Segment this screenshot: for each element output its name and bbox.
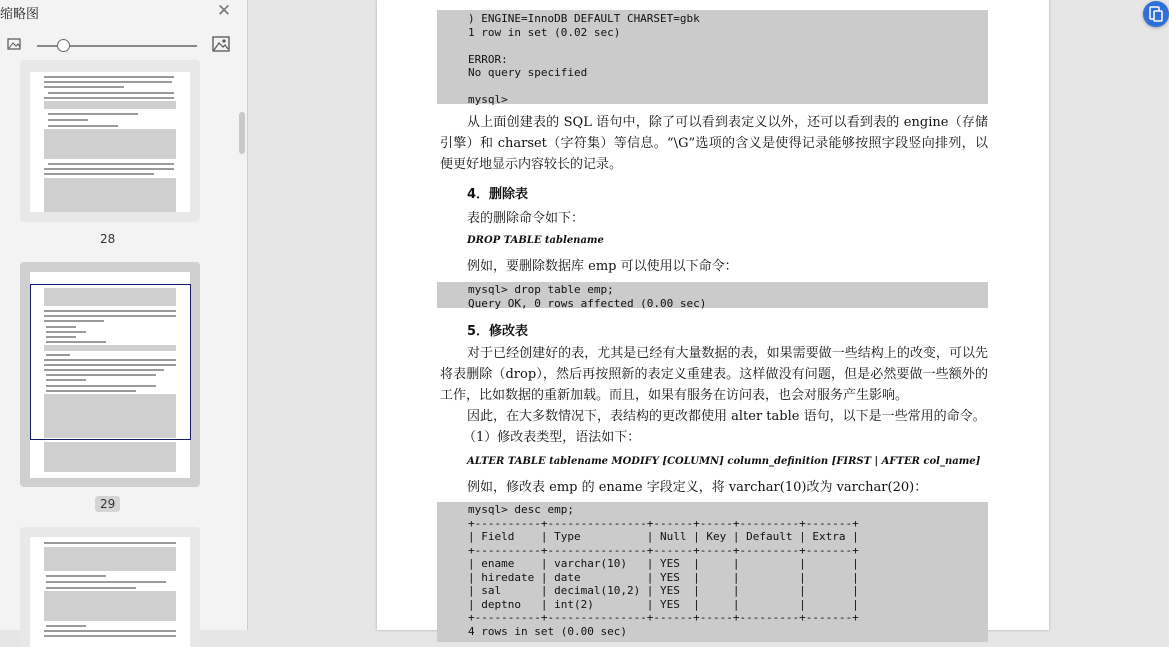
paragraph: （1）修改表类型，语法如下： bbox=[463, 430, 641, 445]
large-image-icon[interactable] bbox=[212, 36, 230, 52]
code-block-drop-table: mysql> drop table emp; Query OK, 0 rows affected (0.00 sec) bbox=[437, 282, 988, 308]
paragraph: 因此，在大多数情况下，表结构的更改都使用 alter table 语句，以下是一些常用的命令。 bbox=[467, 409, 986, 424]
syntax-alter-table-modify: ALTER TABLE tablename MODIFY [COLUMN] column_definition [FIRST | AFTER col_name] bbox=[467, 456, 981, 467]
paragraph: 对于已经创建好的表，尤其是已经有大量数据的表，如果需要做一些结构上的改变，可以先将表删除（drop），然后再按照新的表定义重建表。这样做没有问题，但是必然要做一些额外的工作，比如数据的重新加载。而且，如果有服务在访问表，也会对服务产生影响。 bbox=[440, 346, 988, 403]
thumbnail-zoom-toolbar bbox=[0, 34, 248, 58]
floating-action-button[interactable] bbox=[1143, 1, 1169, 27]
document-tool-icon bbox=[1143, 1, 1169, 27]
zoom-slider-thumb[interactable] bbox=[57, 39, 70, 52]
thumbnail-page-number: 29 bbox=[95, 496, 120, 512]
small-image-icon[interactable] bbox=[7, 37, 21, 51]
paragraph: 从上面创建表的 SQL 语句中，除了可以看到表定义以外，还可以看到表的 engine（存储引擎）和 charset（字符集）等信息。“\G”选项的含义是使得记录能够按照字段竖向排列，以便更好地显示内容较长的记录。 bbox=[440, 115, 988, 172]
code-block-show-create: ) ENGINE=InnoDB DEFAULT CHARSET=gbk 1 row in set (0.02 sec) ERROR: No query specified mysql> bbox=[437, 10, 988, 104]
sidebar-title: 缩略图 bbox=[0, 7, 40, 22]
thumbnail-card-28[interactable] bbox=[20, 60, 200, 246]
section-heading-alter-table: 5．修改表 bbox=[467, 324, 529, 339]
thumbnail-sidebar bbox=[0, 0, 248, 630]
syntax-drop-table: DROP TABLE tablename bbox=[467, 235, 604, 246]
document-view[interactable] bbox=[249, 0, 1166, 638]
paragraph: 例如，要删除数据库 emp 可以使用以下命令： bbox=[467, 259, 738, 274]
thumbnail-card-30[interactable] bbox=[20, 527, 200, 647]
thumbnail-page-30 bbox=[30, 537, 190, 647]
paragraph: 例如，修改表 emp 的 ename 字段定义，将 varchar(10)改为 varchar(20)： bbox=[467, 480, 928, 495]
close-icon[interactable]: ✕ bbox=[216, 1, 232, 21]
document-page bbox=[377, 0, 1049, 638]
thumbnail-page-number: 28 bbox=[100, 232, 116, 246]
sidebar-scrollbar[interactable] bbox=[239, 112, 245, 154]
thumbnail-card-29[interactable] bbox=[20, 262, 200, 511]
viewport-indicator[interactable] bbox=[30, 284, 191, 440]
thumbnail-page-28 bbox=[30, 72, 190, 212]
code-block-desc-emp: mysql> desc emp; +----------+---------------+------+-----+---------+-------+ | Field | Type | Null | Key | Default | Extra | +----------+---------------+------+-----+---------+-------+ | ename | varchar(10) | YES | | | | | hiredate | date | YES | | | | | sal | decimal(10,2) | YES | | | | | deptno | int(2) | YES | | | | +----------+---------------+------+-----+---------+-------+ 4 rows in set (0.00 sec) bbox=[437, 502, 988, 642]
section-heading-drop-table: 4．删除表 bbox=[467, 187, 529, 202]
sidebar-header bbox=[0, 0, 247, 24]
paragraph: 表的删除命令如下： bbox=[467, 211, 585, 226]
